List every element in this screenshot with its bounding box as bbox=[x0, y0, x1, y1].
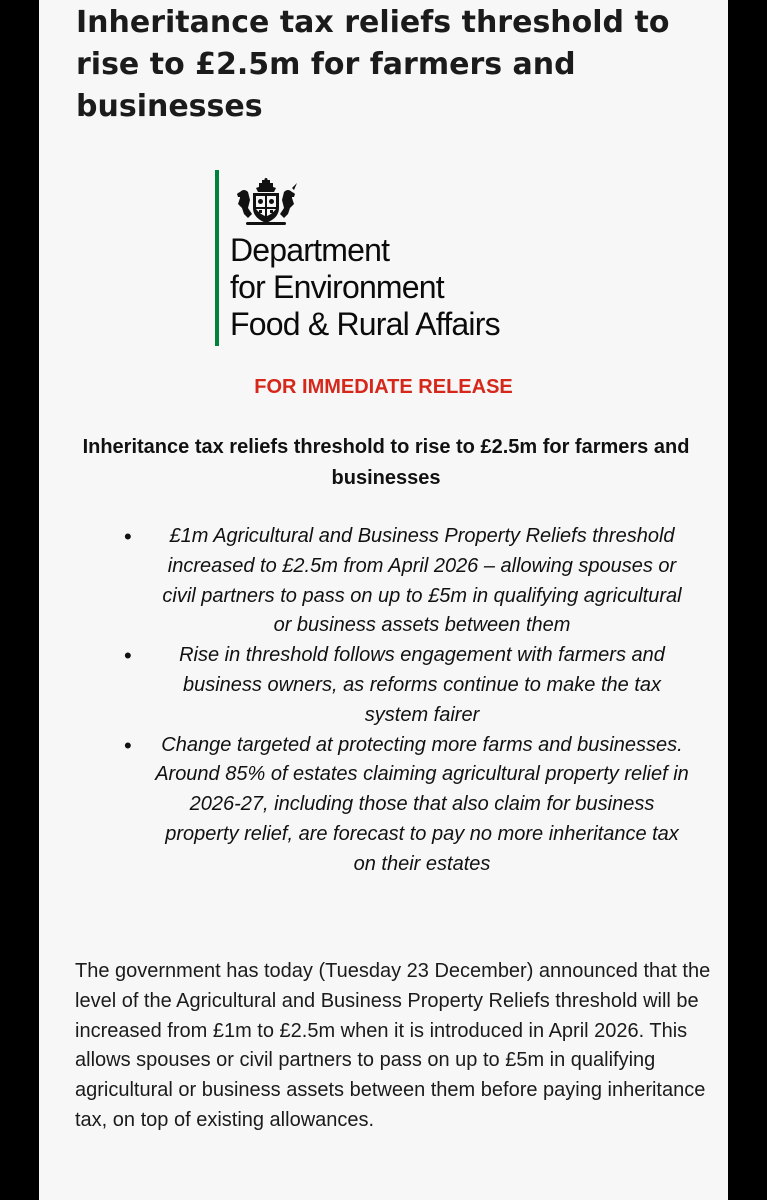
body-paragraph: The government has today (Tuesday 23 December) announced that the level of the Agricultural and Business Property Reliefs threshold will be increased from £1m to £2.5m when it is introduced in April 2026. This allows spouses or civil partners to pass on up to £5m in qualifying agricultural or business assets between them before paying inheritance tax, on top of existing allowances. bbox=[75, 960, 711, 1131]
department-name-line: Food & Rural Affairs bbox=[230, 306, 500, 342]
list-item bbox=[39, 641, 728, 730]
department-name bbox=[230, 232, 500, 343]
department-name-line: Department bbox=[230, 232, 390, 268]
defra-logo bbox=[212, 170, 572, 346]
bullet-point-icon: • bbox=[124, 643, 132, 669]
logo-green-bar bbox=[215, 170, 219, 346]
bullet-point-icon: • bbox=[124, 732, 132, 758]
article-headline: Inheritance tax reliefs threshold to rise to £2.5m for farmers and businesses bbox=[76, 5, 670, 124]
press-release-title: Inheritance tax reliefs threshold to rise to £2.5m for farmers and businesses bbox=[82, 436, 690, 489]
department-name-line: for Environment bbox=[230, 269, 444, 305]
list-item-text: £1m Agricultural and Business Property Reliefs threshold increased to £2.5m from April 2026 – allowing spouses or civil partners to pass on up to £5m in qualifying agricultural or business assets between them bbox=[162, 525, 682, 637]
bullet-point-icon: • bbox=[124, 524, 132, 549]
royal-coat-of-arms-icon bbox=[234, 178, 298, 226]
press-release-page bbox=[39, 0, 728, 1200]
release-label: FOR IMMEDIATE RELEASE bbox=[254, 376, 513, 398]
list-item bbox=[39, 522, 728, 641]
list-item bbox=[39, 731, 728, 880]
list-item-text: Rise in threshold follows engagement with farmers and business owners, as reforms continue to make the tax system fairer bbox=[179, 644, 665, 726]
key-points-list bbox=[39, 522, 728, 880]
list-item-text: Change targeted at protecting more farms and businesses. Around 85% of estates claiming agricultural property relief in 2026-27, including those that also claim for business property relief, are forecast to pay no more inheritance tax on their estates bbox=[155, 733, 689, 875]
